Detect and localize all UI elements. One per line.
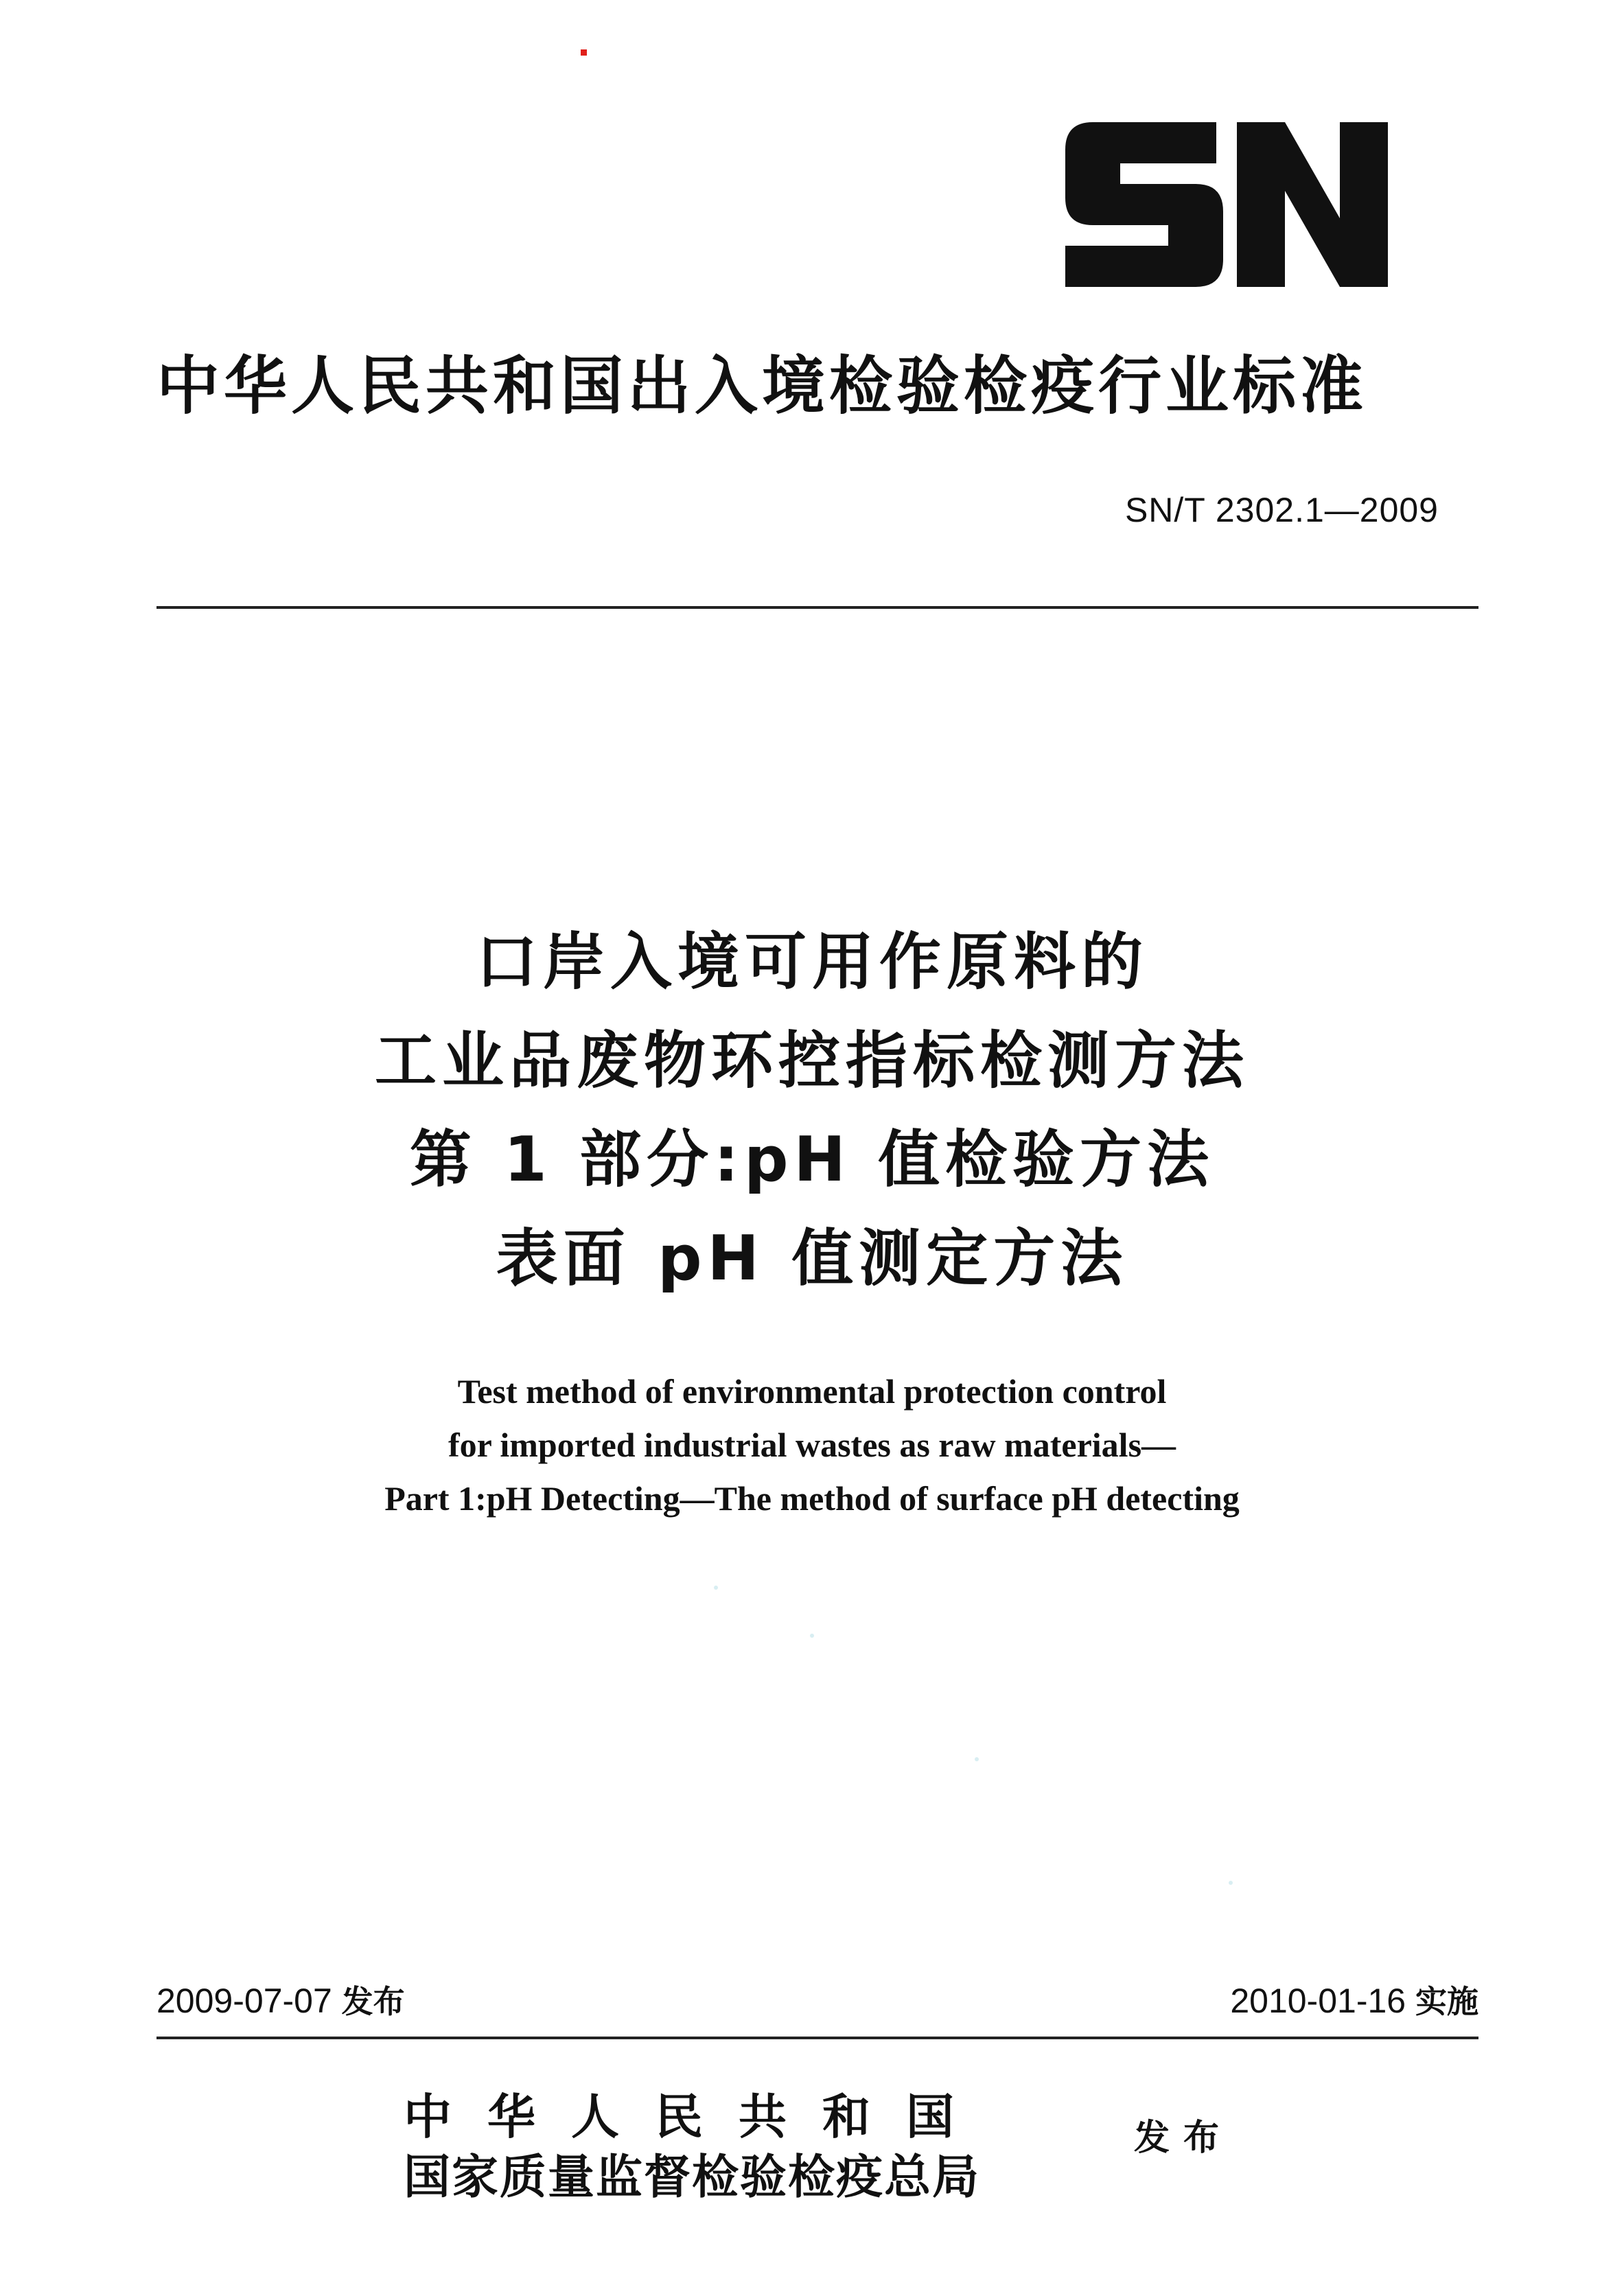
chinese-title-line-3: 第 1 部分:pH 值检验方法 [409,1124,1215,1196]
publish-action: 发布 [1134,2118,1233,2159]
standard-number: SN/T 2302.1—2009 [1124,491,1439,529]
bottom-divider [156,2037,1478,2039]
scan-speck [810,1634,814,1638]
english-title-line-3: Part 1:pH Detecting—The method of surface pH detecting [384,1479,1240,1518]
chinese-title-line-2: 工业品废物环控指标检测方法 [375,1025,1249,1097]
sn-logo [1065,122,1388,287]
implementation-date-value: 2010-01-16 [1230,1982,1406,2020]
english-title-line-1: Test method of environmental protection control [457,1372,1167,1411]
issuing-agency-title: 中华人民共和国出入境检验检疫行业标准 [156,349,1368,423]
english-title-line-2: for imported industrial wastes as raw materials— [448,1426,1176,1464]
implementation-label: 实施 [1415,1983,1478,2020]
publisher-block [404,2087,1090,2207]
top-divider [156,606,1478,609]
scan-speck [714,1586,718,1590]
scan-speck [1229,1881,1233,1885]
chinese-title-line-4: 表面 pH 值测定方法 [496,1222,1128,1295]
sn-logo-letter-n [1237,122,1388,287]
implementation-date [1230,1977,1478,2026]
publisher-line-1: 中华人民共和国 [404,2088,990,2145]
english-title [0,1365,1624,1525]
issue-date [156,1977,405,2026]
sn-logo-letter-s [1065,122,1223,287]
issue-date-value: 2009-07-07 [156,1982,332,2020]
red-mark [581,49,587,56]
publisher-line-2: 国家质量监督检验检疫总局 [404,2150,981,2205]
chinese-title-line-1: 口岸入境可用作原料的 [476,926,1148,998]
chinese-title [0,913,1624,1308]
issue-label: 发布 [341,1983,405,2020]
scan-speck [975,1757,979,1761]
